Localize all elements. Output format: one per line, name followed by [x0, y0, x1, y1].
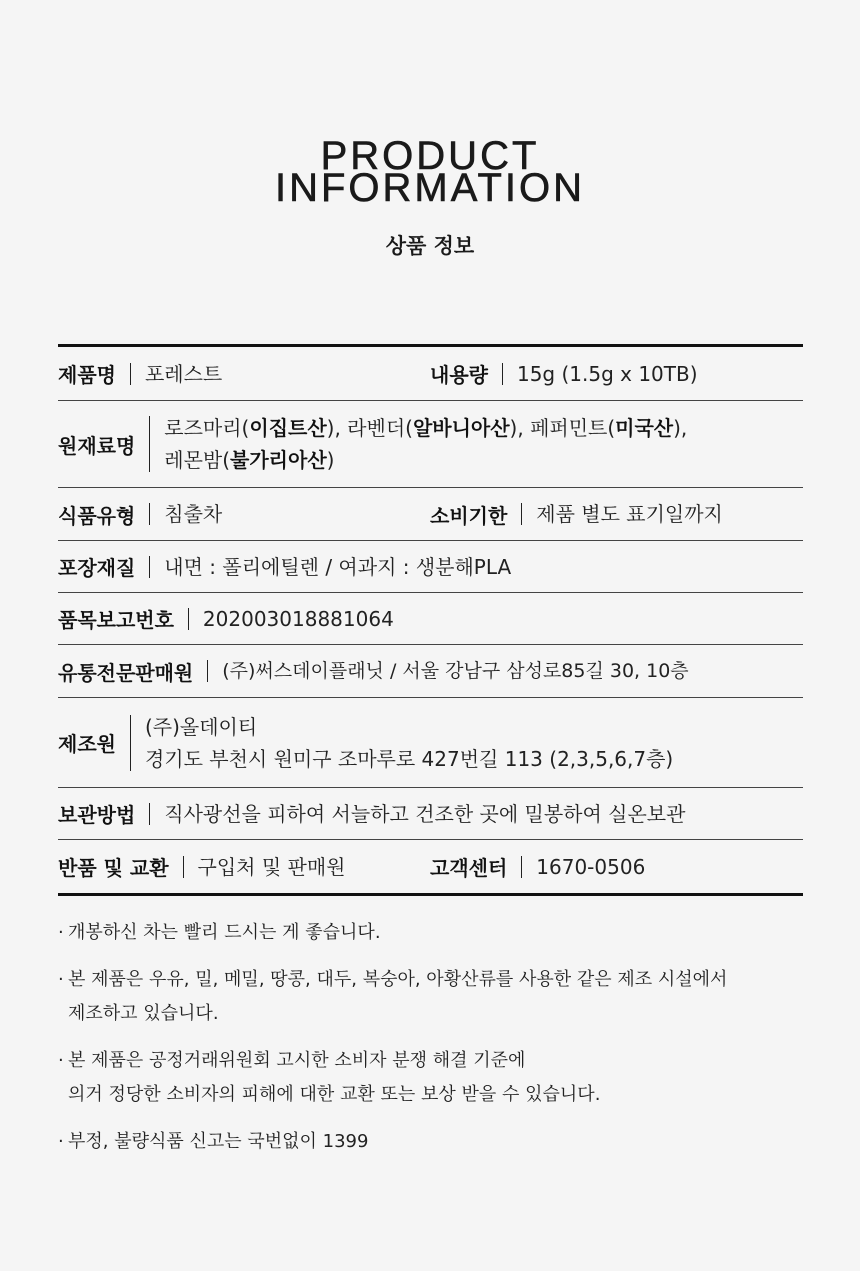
- value-volume: 15g (1.5g x 10TB): [516, 361, 698, 386]
- row-returns-service: [58, 840, 803, 893]
- note-item: [58, 1044, 803, 1112]
- note-line: 제조하고 있습니다.: [68, 1003, 219, 1024]
- cell-manufacturer: [58, 711, 673, 775]
- notes-list: [58, 916, 803, 1172]
- label-food-type: 식품유형: [58, 503, 136, 528]
- cell-distributor: [58, 655, 689, 687]
- page-title: [0, 134, 860, 210]
- cell-food-type: [58, 498, 430, 530]
- label-customer-service: 고객센터: [430, 856, 508, 880]
- cell-ingredients: [58, 412, 687, 476]
- row-storage: [58, 788, 803, 840]
- value-product-name: 포레스트: [144, 361, 223, 386]
- note-line: 본 제품은 우유, 밀, 메밀, 땅콩, 대두, 복숭아, 아황산류를 사용한 같은 제조 시설에서: [68, 969, 728, 990]
- value-packaging: 내면 : 폴리에틸렌 / 여과지 : 생분해PLA: [164, 554, 512, 579]
- divider: [521, 503, 522, 525]
- divider: [502, 363, 503, 385]
- divider: [521, 856, 522, 878]
- ingredient-origin: 알바니아산: [412, 416, 510, 440]
- label-distributor: 유통전문판매원: [58, 660, 194, 685]
- label-returns: 반품 및 교환: [58, 856, 169, 880]
- row-name-volume: [58, 347, 803, 401]
- row-ingredients: [58, 401, 803, 488]
- bullet: ·: [58, 969, 64, 990]
- ingredient-text: ), 페퍼민트(: [509, 416, 616, 440]
- divider: [188, 608, 189, 630]
- note-text: [68, 1125, 368, 1159]
- label-ingredients: 원재료명: [58, 433, 136, 458]
- cell-returns: [58, 851, 430, 883]
- ingredient-text: 로즈마리(: [164, 416, 250, 440]
- value-customer-service: 1670-0506: [536, 854, 646, 879]
- value-food-type: 침출차: [164, 502, 223, 526]
- cell-report-number: [58, 603, 394, 635]
- ingredient-origin: 불가리아산: [230, 448, 327, 472]
- divider: [149, 556, 150, 578]
- row-packaging: [58, 541, 803, 593]
- divider: [207, 660, 208, 682]
- ingredient-origin: 이집트산: [249, 416, 327, 440]
- cell-customer-service: [430, 851, 645, 883]
- value-manufacturer: [145, 711, 673, 775]
- row-type-expiry: [58, 488, 803, 541]
- divider: [130, 363, 131, 385]
- value-returns: 구입처 및 판매원: [197, 854, 346, 879]
- ingredient-text: 레몬밤(: [164, 448, 231, 472]
- cell-storage: [58, 798, 685, 830]
- note-line: 의거 정당한 소비자의 피해에 대한 교환 또는 보상 받을 수 있습니다.: [68, 1084, 601, 1105]
- bullet: ·: [58, 1131, 64, 1152]
- cell-expiry: [430, 498, 723, 530]
- note-text: [68, 916, 381, 950]
- label-volume: 내용량: [430, 363, 488, 387]
- bullet: ·: [58, 1050, 64, 1071]
- divider: [183, 856, 184, 878]
- manufacturer-name: (주)올데이티: [144, 714, 258, 739]
- row-manufacturer: [58, 698, 803, 788]
- note-item: [58, 963, 803, 1031]
- cell-packaging: [58, 551, 511, 583]
- divider: [149, 416, 150, 472]
- note-item: [58, 1125, 803, 1159]
- label-storage: 보관방법: [58, 803, 136, 827]
- cell-product-name: [58, 358, 430, 390]
- note-line: 부정, 불량식품 신고는 국번없이 1399: [68, 1131, 369, 1152]
- value-distributor: (주)써스데이플래닛 / 서울 강남구 삼성로85길 30, 10층: [222, 660, 689, 682]
- bullet: ·: [58, 922, 64, 943]
- row-distributor: [58, 645, 803, 698]
- label-report-number: 품목보고번호: [58, 608, 174, 632]
- title-line-2: INFORMATION: [274, 166, 585, 210]
- ingredient-text: ), 라벤더(: [326, 416, 413, 440]
- note-text: [68, 1044, 600, 1112]
- label-manufacturer: 제조원: [58, 732, 116, 756]
- ingredient-text: ): [326, 448, 335, 472]
- divider: [149, 803, 150, 825]
- ingredients-line-2: [164, 444, 687, 476]
- value-expiry: 제품 별도 표기일까지: [536, 502, 723, 526]
- value-ingredients: [164, 412, 687, 476]
- note-text: [68, 963, 727, 1031]
- label-product-name: 제품명: [58, 363, 116, 387]
- title-line-1: PRODUCT: [320, 134, 540, 178]
- ingredient-text: ),: [673, 416, 688, 440]
- note-line: 개봉하신 차는 빨리 드시는 게 좋습니다.: [68, 922, 381, 943]
- value-storage: 직사광선을 피하여 서늘하고 건조한 곳에 밀봉하여 실온보관: [164, 801, 686, 826]
- header: [0, 134, 860, 260]
- page-subtitle: 상품 정보: [385, 234, 475, 258]
- cell-volume: [430, 358, 698, 390]
- note-item: [58, 916, 803, 950]
- label-expiry: 소비기한: [430, 503, 508, 528]
- ingredients-line-1: [164, 412, 687, 444]
- divider: [130, 715, 131, 771]
- manufacturer-address: 경기도 부천시 원미구 조마루로 427번길 113 (2,3,5,6,7층): [144, 746, 674, 771]
- divider: [149, 503, 150, 525]
- value-report-number: 202003018881064: [202, 606, 394, 631]
- label-packaging: 포장재질: [58, 556, 136, 580]
- row-report-number: [58, 593, 803, 645]
- ingredient-origin: 미국산: [615, 416, 674, 440]
- note-line: 본 제품은 공정거래위원회 고시한 소비자 분쟁 해결 기준에: [68, 1050, 526, 1071]
- product-info-table: [58, 344, 803, 896]
